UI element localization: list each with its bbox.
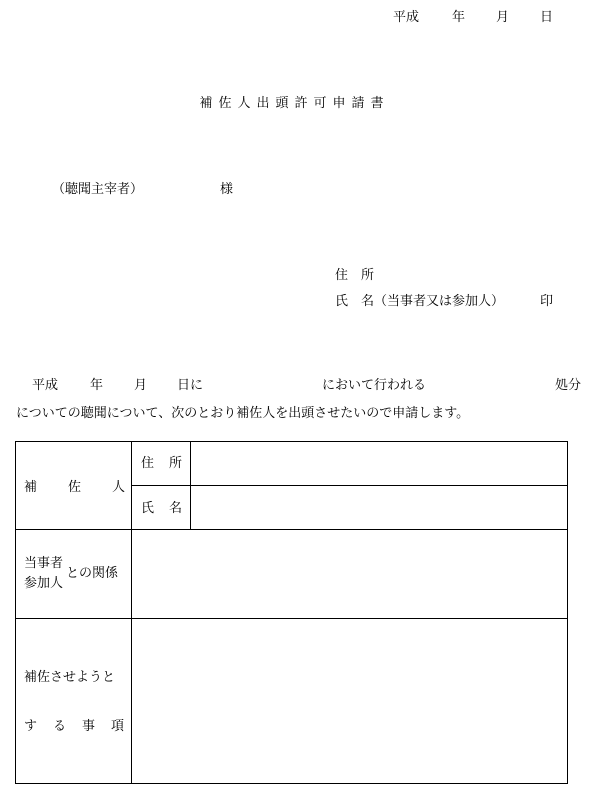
relation-label-party: 当事者: [24, 556, 64, 571]
applicant-address-label: 住 所: [335, 268, 375, 283]
body-disposition: 処分: [555, 378, 582, 393]
matters-field[interactable]: [133, 620, 567, 783]
relation-label-participant: 参加人: [24, 576, 64, 591]
date-month: 月: [496, 10, 510, 25]
addressee-honorific: 様: [220, 182, 234, 197]
divider-label-column: [131, 442, 132, 784]
body-era: 平成: [32, 378, 59, 393]
date-header: [0, 10, 589, 26]
divider-sublabel-column: [190, 442, 191, 529]
date-era: 平成: [393, 10, 420, 25]
assistant-form-table: 補 佐 人 住 所 氏 名 当事者 参加人 との関係 補佐させようと す る 事 項: [15, 441, 568, 784]
divider-relation-matters: [16, 618, 568, 619]
divider-assistant-relation: [16, 529, 568, 530]
body-day: 日に: [177, 378, 204, 393]
document-title: 補佐人出頭許可申請書: [199, 96, 390, 111]
applicant-name-label: 氏 名（当事者又は参加人）: [335, 294, 505, 309]
relation-label-suffix: との関係: [66, 566, 119, 581]
assistant-name-field[interactable]: [192, 487, 567, 528]
body-year: 年: [90, 378, 104, 393]
divider-address-name: [131, 485, 568, 486]
body-location-phrase: において行われる: [322, 378, 427, 393]
seal-mark: 印: [540, 294, 554, 309]
date-year: 年: [452, 10, 466, 25]
request-sentence-line2: についての聴聞について、次のとおり補佐人を出頭させたいので申請します。: [16, 406, 470, 421]
matters-label-line1: 補佐させようと: [24, 670, 116, 685]
assistant-address-field[interactable]: [192, 443, 567, 484]
date-day: 日: [540, 10, 554, 25]
addressee-label: （聴聞主宰者）: [52, 182, 144, 197]
relation-field[interactable]: [133, 531, 567, 617]
body-month: 月: [134, 378, 148, 393]
